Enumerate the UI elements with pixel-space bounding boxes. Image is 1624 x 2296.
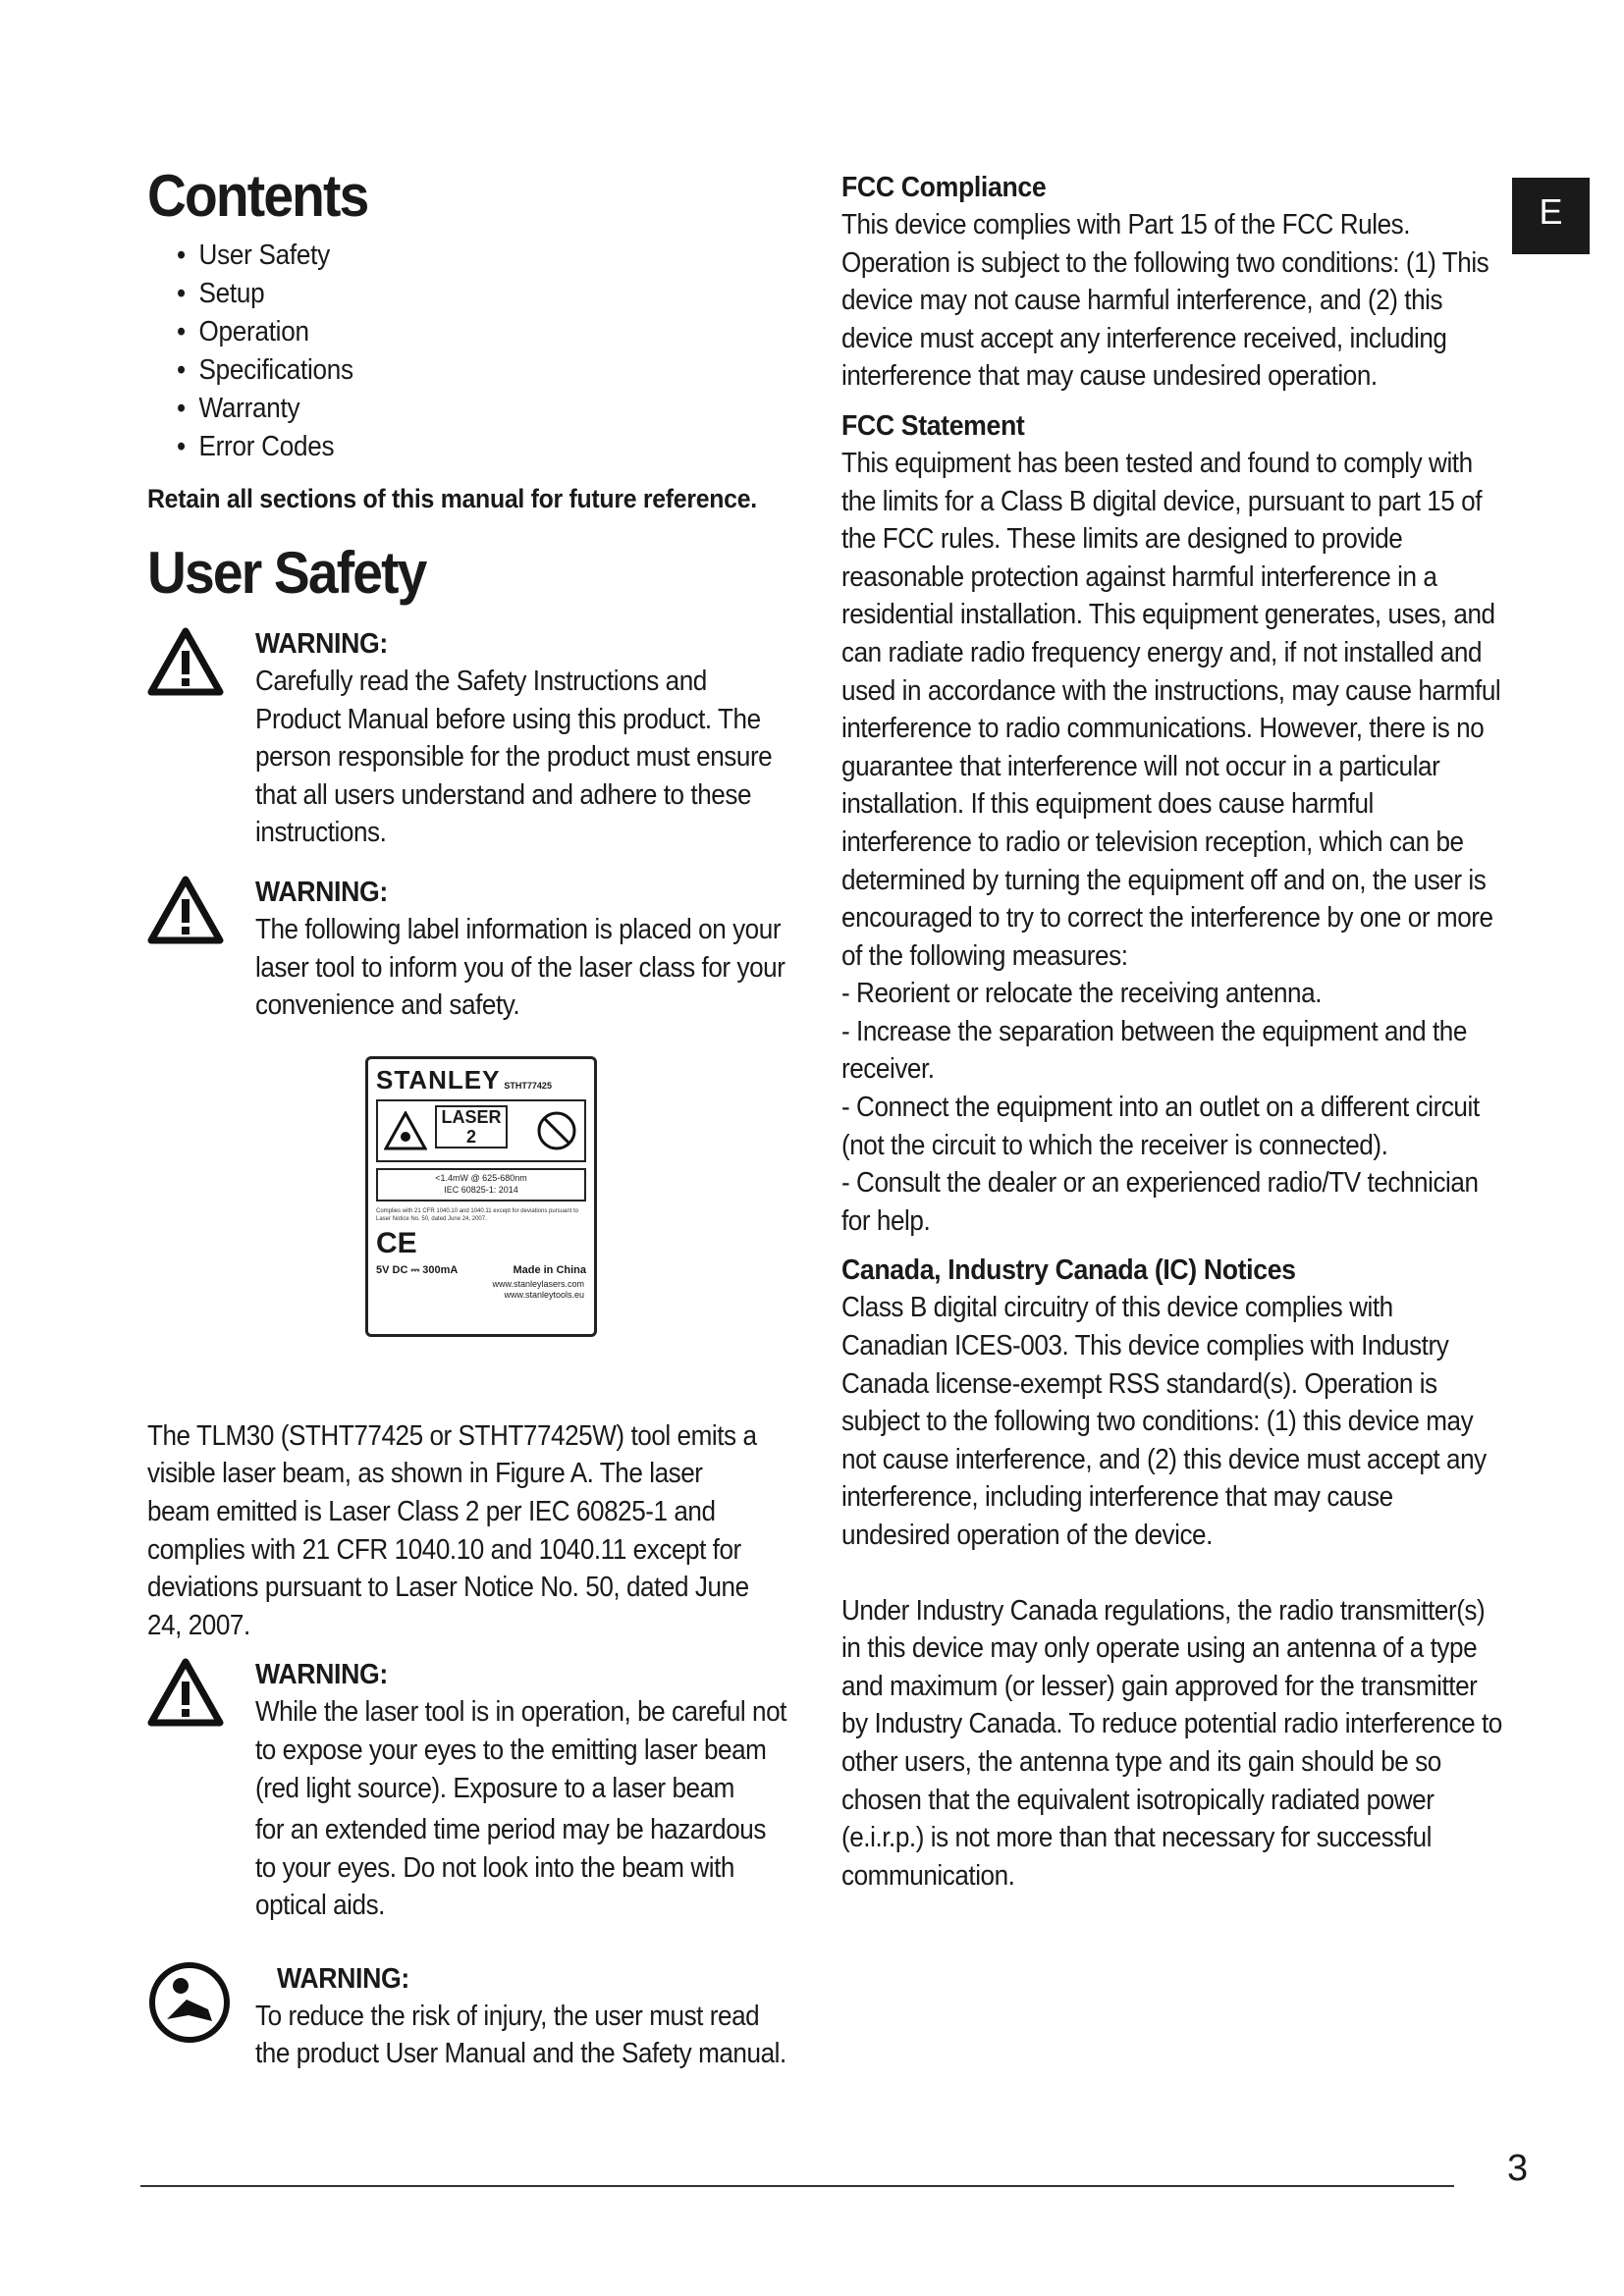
- left-column: [147, 165, 815, 2073]
- read-manual-icon: [147, 1960, 232, 2045]
- right-column: [841, 169, 1509, 1895]
- contents-list: [147, 237, 815, 466]
- warning-title: WARNING:: [277, 1962, 409, 1995]
- contents-item: • Operation: [177, 313, 751, 351]
- contents-item: • Setup: [177, 275, 751, 313]
- label-websites: www.stanleylasers.com www.stanleytools.eu: [492, 1278, 584, 1300]
- warning-body: The following label information is placed on your laser tool to inform you of the laser class for your convenience and safety.: [255, 913, 785, 1022]
- contents-item: • Error Codes: [177, 428, 751, 466]
- laser-label-image: [365, 1056, 597, 1337]
- footer-divider: [140, 2185, 1454, 2187]
- fcc-statement-body: This equipment has been tested and found to comply with the limits for a Class B digital device, pursuant to part 15 of the FCC rules. These limits are designed to provide reasonable protection against harmful interference in a residential installation. This equipment generates, uses, and can radiate radio frequency energy and, if not installed and used in accordance with the instructions, may cause harmful interference to radio communications. However, there is no guarantee that interference will not occur in a particular installation. If this equipment does cause harmful interference to radio or television reception, which can be determined by turning the equipment off and on, the user is encouraged to try to correct the interference by one or more of the following measures: - Reorient or relocate the receiving antenna. - Increase the separation between the equipment and the receiver. - Connect the equipment into an outlet on a different circuit (not the circuit to which the receiver is connected). - Consult the dealer or an experienced radio/TV technician for help.: [841, 447, 1501, 1237]
- contents-item: • Warranty: [177, 390, 751, 428]
- label-spec: <1.4mW @ 625-680nm IEC 60825-1: 2014: [376, 1168, 586, 1201]
- canada-body-1: Class B digital circuitry of this device complies with Canadian ICES-003. This device complies with Industry Canada license-exempt RSS standard(s). Operation is subject to the following two conditions: (1) this device may not cause interference, and (2) this device must accept any interference, including interference that may cause undesired operation of the device.: [841, 1292, 1487, 1551]
- canada-body-2: Under Industry Canada regulations, the radio transmitter(s) in this device may only operate using an antenna of a type and maximum (or lesser) gain approved for the transmitter by Industry Canada. To reduce potential radio interference to other users, the antenna type and its gain should be so chosen that the equivalent isotropically radiated power (e.i.r.p.) is not more than that necessary for successful communication.: [841, 1594, 1502, 1892]
- warning-triangle-icon: [147, 627, 224, 696]
- language-tab: E: [1512, 178, 1590, 254]
- warning-block-2: [147, 874, 815, 1025]
- warning-body: for an extended time period may be hazardous to your eyes. Do not look into the beam with optical aids.: [255, 1814, 766, 1922]
- fcc-compliance-body: This device complies with Part 15 of the FCC Rules. Operation is subject to the following two conditions: (1) This device may not cause harmful interference, and (2) this device must accept any interference received, including interference that may cause undesired operation.: [841, 209, 1489, 393]
- label-class-box: [376, 1099, 586, 1162]
- warning-body: While the laser tool is in operation, be careful not to expose your eyes to the emitting laser beam (red light source). Exposure to a laser beam: [255, 1696, 786, 1804]
- user-safety-title: User Safety: [147, 540, 426, 606]
- laser-warning-icon: [384, 1111, 427, 1150]
- warning-body: Carefully read the Safety Instructions and Product Manual before using this product. The person responsible for the product must ensure that all users understand and adhere to these instructions.: [255, 666, 773, 849]
- laser-paragraph: The TLM30 (STHT77425 or STHT77425W) tool emits a visible laser beam, as shown in Figure A. The laser beam emitted is Laser Class 2 per IEC 60825-1 and complies with 21 CFR 1040.10 and 1040.11 except for deviations pursuant to Laser Notice No. 50, dated June 24, 2007.: [147, 1419, 757, 1641]
- label-footer: 5V DC ⎓ 300mA Made in China: [376, 1263, 586, 1276]
- contents-item: • Specifications: [177, 351, 751, 390]
- label-laser-class: LASER 2: [435, 1105, 508, 1148]
- warning-block-3: [147, 1656, 815, 1925]
- warning-title: WARNING:: [255, 628, 388, 660]
- retain-note: Retain all sections of this manual for future reference.: [147, 484, 757, 513]
- page-number: 3: [1507, 2148, 1529, 2189]
- warning-title: WARNING:: [255, 1659, 388, 1691]
- label-brand: STANLEY STHT77425: [376, 1064, 552, 1095]
- label-fine-print: Complies with 21 CFR 1040.10 and 1040.11 except for deviations pursuant to Laser Notice No. 50, dated June 24, 2007.: [376, 1207, 579, 1222]
- contents-title: Contents: [147, 163, 368, 229]
- warning-block-4: [147, 1960, 815, 2073]
- warning-block-1: [147, 625, 815, 852]
- warning-triangle-icon: [147, 876, 224, 944]
- label-ce-mark: CE: [376, 1226, 417, 1259]
- contents-item: • User Safety: [177, 237, 751, 275]
- warning-triangle-icon: [147, 1658, 224, 1727]
- warning-body: To reduce the risk of injury, the user must read the product User Manual and the Safety manual.: [255, 2000, 786, 2070]
- fcc-statement-heading: FCC Statement: [841, 409, 1025, 442]
- canada-heading: Canada, Industry Canada (IC) Notices: [841, 1255, 1296, 1287]
- no-stare-icon: [535, 1109, 578, 1152]
- warning-title: WARNING:: [255, 876, 388, 908]
- fcc-compliance-heading: FCC Compliance: [841, 172, 1047, 203]
